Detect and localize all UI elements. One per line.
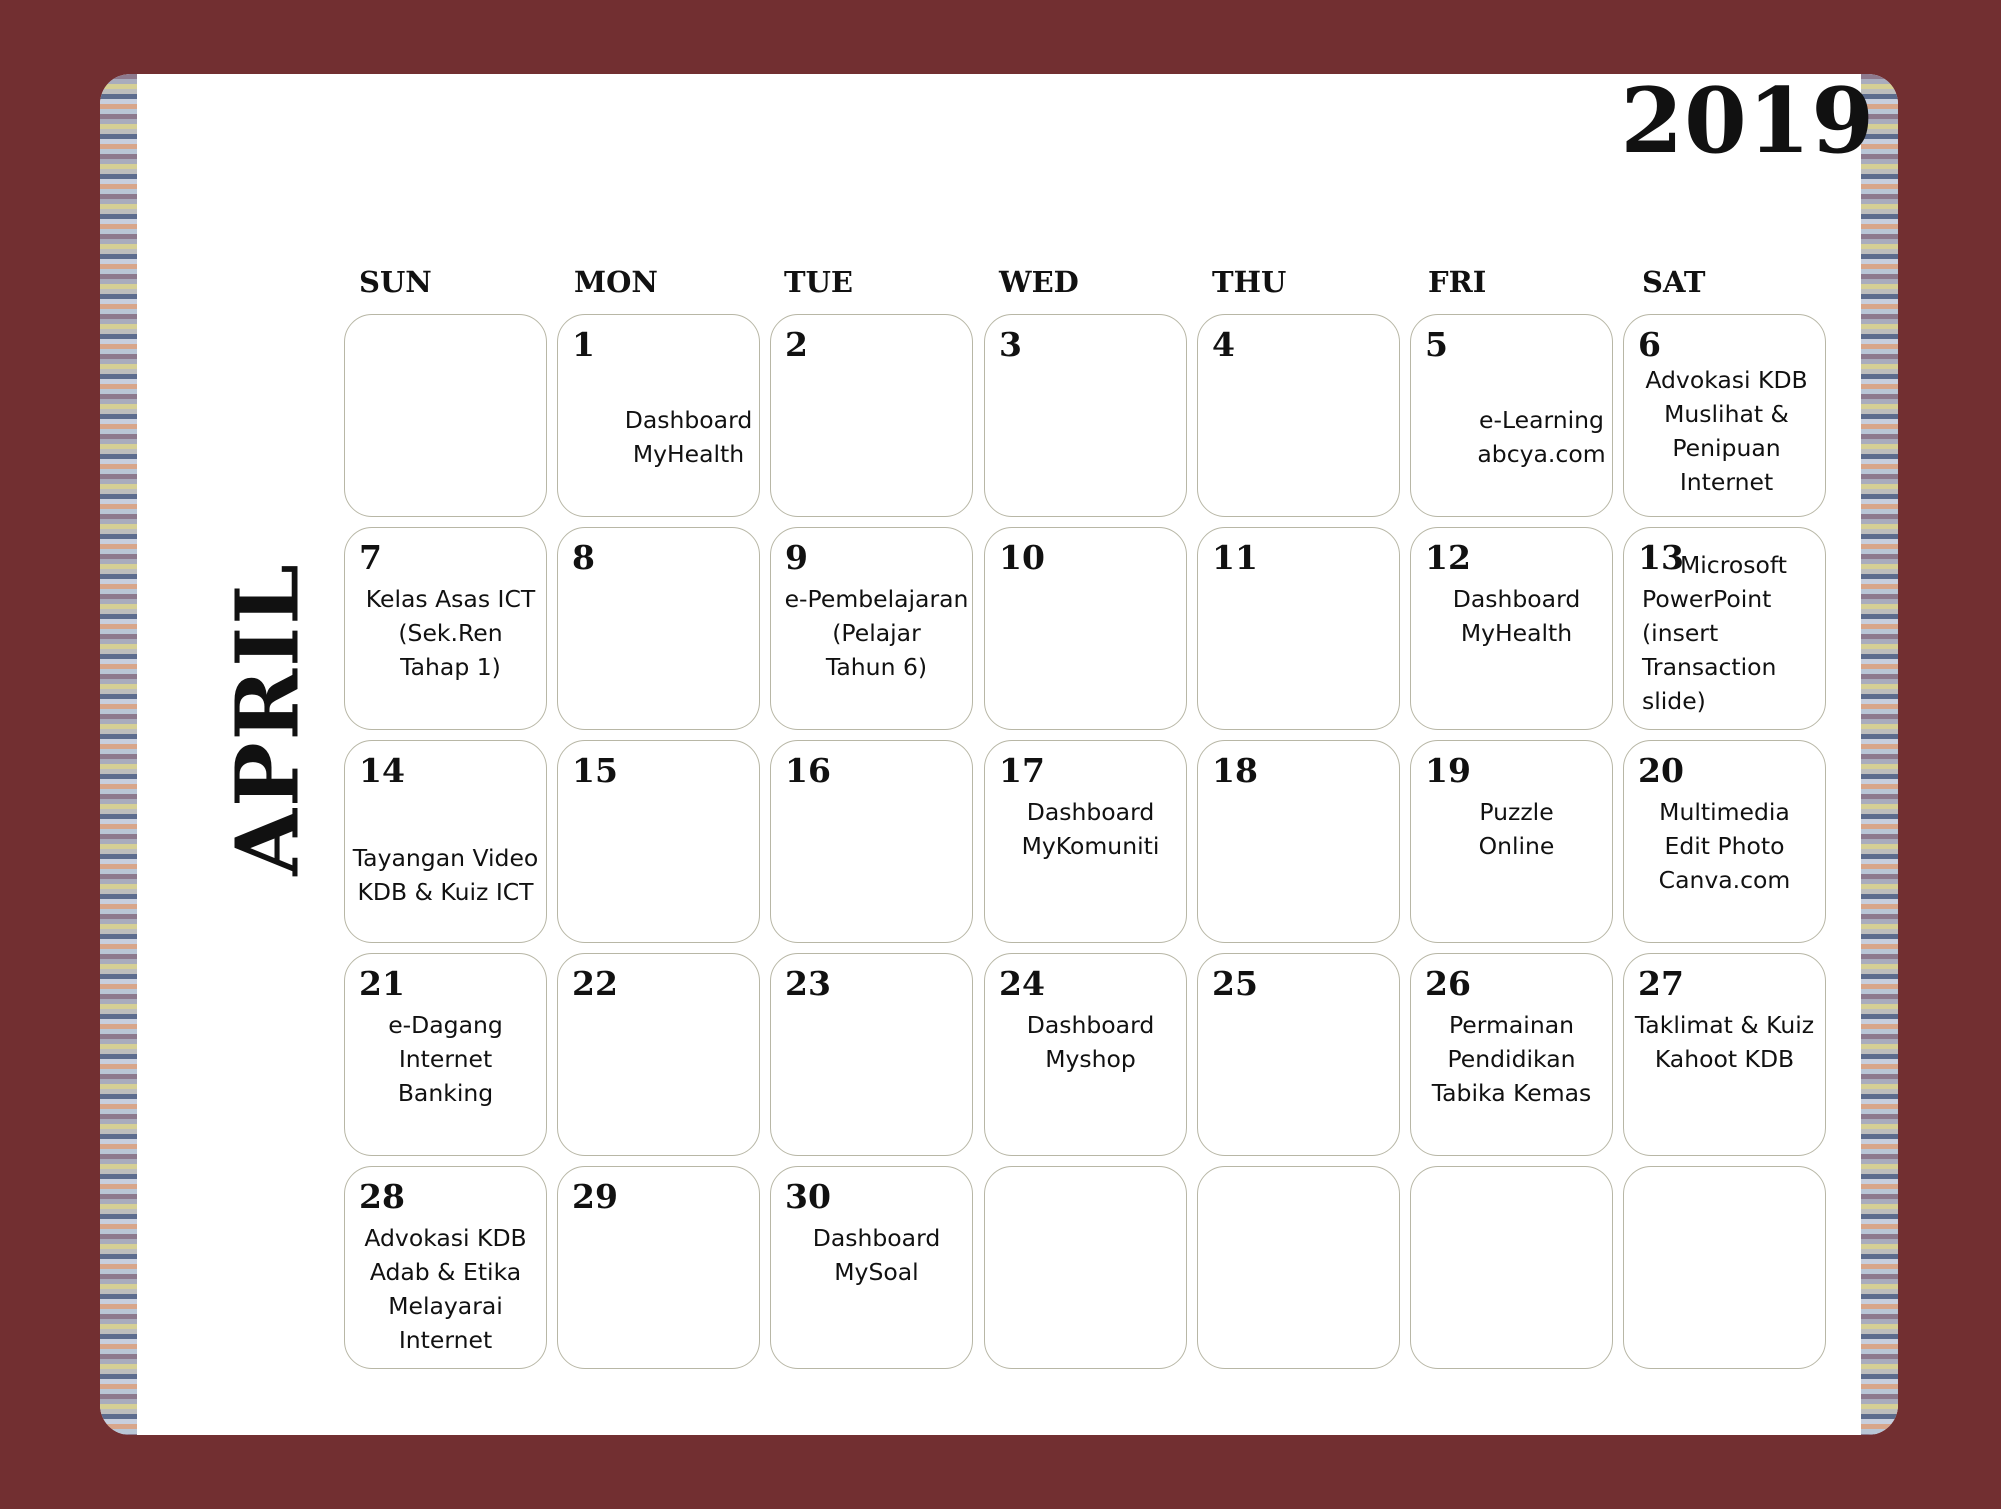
day-cell[interactable]: [1197, 527, 1400, 730]
day-cell[interactable]: [984, 314, 1187, 517]
day-number: 15: [572, 751, 618, 790]
day-number: 13: [1638, 538, 1684, 577]
day-number: 21: [359, 964, 405, 1003]
day-cell[interactable]: [1623, 1166, 1826, 1369]
day-cell[interactable]: [770, 740, 973, 943]
day-number: 29: [572, 1177, 618, 1216]
day-event: Kelas Asas ICT (Sek.Ren Tahap 1): [365, 585, 536, 681]
day-cell[interactable]: [1197, 740, 1400, 943]
day-cell[interactable]: [1623, 953, 1826, 1156]
day-number: 22: [572, 964, 618, 1003]
weekday-tue: TUE: [784, 265, 853, 299]
day-event: Taklimat & Kuiz Kahoot KDB: [1634, 1011, 1815, 1073]
day-cell[interactable]: [1410, 953, 1613, 1156]
day-number: 16: [785, 751, 831, 790]
year-title: 2019: [1620, 68, 1875, 174]
day-cell[interactable]: [1410, 314, 1613, 517]
day-number: 20: [1638, 751, 1684, 790]
weekday-sat: SAT: [1642, 265, 1706, 299]
weekday-fri: FRI: [1428, 265, 1487, 299]
day-number: 9: [785, 538, 808, 577]
day-event: Dashboard MyHealth: [624, 406, 753, 468]
day-number: 26: [1425, 964, 1471, 1003]
day-event: Multimedia Edit Photo Canva.com: [1658, 798, 1791, 894]
day-event: Dashboard MyHealth: [1452, 585, 1581, 647]
day-cell[interactable]: [984, 527, 1187, 730]
day-number: 5: [1425, 325, 1448, 364]
day-cell[interactable]: [984, 953, 1187, 1156]
day-number: 18: [1212, 751, 1258, 790]
day-number: 6: [1638, 325, 1661, 364]
weekday-sun: SUN: [359, 265, 432, 299]
day-cell[interactable]: [770, 314, 973, 517]
day-event: Permainan Pendidikan Tabika Kemas: [1431, 1011, 1592, 1107]
right-decorative-stripe: [1861, 74, 1898, 1435]
day-cell[interactable]: [1197, 1166, 1400, 1369]
day-cell[interactable]: [1410, 740, 1613, 943]
day-cell[interactable]: [1410, 1166, 1613, 1369]
day-cell[interactable]: [770, 1166, 973, 1369]
day-cell[interactable]: [984, 1166, 1187, 1369]
day-number: 23: [785, 964, 831, 1003]
day-cell[interactable]: [557, 314, 760, 517]
day-cell[interactable]: [344, 314, 547, 517]
day-cell[interactable]: [770, 527, 973, 730]
day-number: 11: [1212, 538, 1258, 577]
day-cell[interactable]: [1410, 527, 1613, 730]
day-event: Tayangan Video KDB & Kuiz ICT: [352, 844, 539, 906]
day-number: 24: [999, 964, 1045, 1003]
day-cell[interactable]: [557, 953, 760, 1156]
day-number: 19: [1425, 751, 1471, 790]
day-event: Puzzle Online: [1478, 798, 1555, 860]
day-number: 2: [785, 325, 808, 364]
day-number: 1: [572, 325, 595, 364]
day-cell[interactable]: [770, 953, 973, 1156]
day-number: 28: [359, 1177, 405, 1216]
weekday-wed: WED: [999, 265, 1079, 299]
day-cell[interactable]: [557, 527, 760, 730]
month-title: APRIL: [217, 562, 319, 876]
day-cell[interactable]: [344, 527, 547, 730]
day-event: Advokasi KDB Muslihat & Penipuan Internet: [1645, 366, 1808, 496]
day-cell[interactable]: [1197, 953, 1400, 1156]
day-cell[interactable]: [344, 740, 547, 943]
day-cell[interactable]: [1197, 314, 1400, 517]
day-number: 30: [785, 1177, 831, 1216]
day-number: 25: [1212, 964, 1258, 1003]
day-number: 4: [1212, 325, 1235, 364]
day-number: 10: [999, 538, 1045, 577]
day-event: Microsoft PowerPoint (insert Transaction slide): [1642, 551, 1787, 715]
day-cell[interactable]: [557, 1166, 760, 1369]
day-number: 3: [999, 325, 1022, 364]
day-cell[interactable]: [344, 953, 547, 1156]
left-decorative-stripe: [100, 74, 137, 1435]
day-number: 7: [359, 538, 382, 577]
weekday-mon: MON: [574, 265, 658, 299]
day-event: Dashboard MyKomuniti: [1021, 798, 1160, 860]
day-event: Advokasi KDB Adab & Etika Melayarai Internet: [364, 1224, 527, 1354]
day-event: e-Pembelajaran (Pelajar Tahun 6): [784, 585, 969, 681]
day-cell[interactable]: [1623, 314, 1826, 517]
day-event: Dashboard MySoal: [812, 1224, 941, 1286]
day-cell[interactable]: [1623, 527, 1826, 730]
day-cell[interactable]: [1623, 740, 1826, 943]
day-number: 8: [572, 538, 595, 577]
day-event: e-Dagang Internet Banking: [388, 1011, 503, 1107]
day-event: e-Learning abcya.com: [1477, 406, 1606, 468]
weekday-thu: THU: [1212, 265, 1287, 299]
day-number: 27: [1638, 964, 1684, 1003]
day-number: 14: [359, 751, 405, 790]
day-number: 17: [999, 751, 1045, 790]
day-event: Dashboard Myshop: [1026, 1011, 1155, 1073]
day-cell[interactable]: [557, 740, 760, 943]
day-cell[interactable]: [984, 740, 1187, 943]
day-cell[interactable]: [344, 1166, 547, 1369]
day-number: 12: [1425, 538, 1471, 577]
